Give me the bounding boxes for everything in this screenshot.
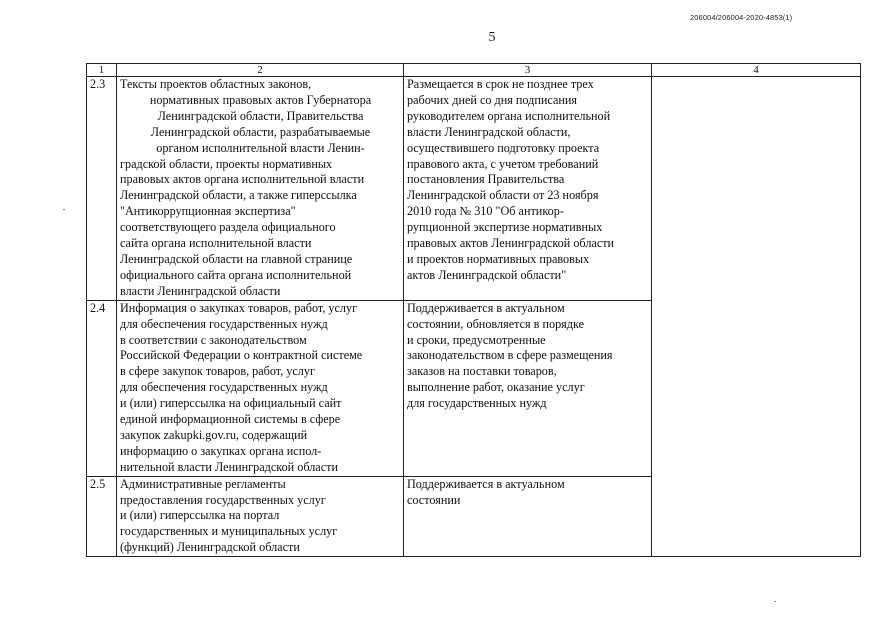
notes-cell	[652, 77, 861, 557]
text-line: в сфере закупок товаров, работ, услуг	[120, 364, 315, 379]
content-cell	[117, 77, 404, 301]
text-line: закупок zakupki.gov.ru, содержащий	[120, 427, 308, 442]
text-line: правовых актов Ленинградской области	[407, 236, 615, 251]
text-line: руководителем органа исполнительной	[407, 108, 611, 123]
text-line: и сроки, предусмотренные	[407, 332, 546, 347]
text-line: информацию о закупках органа испол-	[120, 443, 322, 458]
text-line: единой информационной системы в сфере	[120, 412, 341, 427]
text-line: 2010 года № 310 "Об антикор-	[407, 204, 564, 219]
text-line: предоставления государственных услуг	[120, 492, 326, 507]
text-line: заказов на поставки товаров,	[407, 364, 557, 379]
text-line: власти Ленинградской области	[120, 283, 281, 298]
column-header: 1	[87, 64, 117, 77]
text-line: в соответствии с законодательством	[120, 332, 307, 347]
text-line: актов Ленинградской области"	[407, 267, 567, 282]
text-line: Поддерживается в актуальном	[407, 476, 565, 491]
text-line: Размещается в срок не позднее трех	[407, 77, 594, 91]
text-line: постановления Правительства	[407, 172, 565, 187]
scan-speck	[63, 209, 65, 210]
text-line: правового акта, с учетом требований	[407, 156, 599, 171]
terms-cell	[404, 77, 652, 301]
text-line: для обеспечения государственных нужд	[120, 316, 328, 331]
text-line: государственных и муниципальных услуг	[120, 524, 338, 539]
terms-cell	[404, 300, 652, 476]
text-line: для государственных нужд	[407, 396, 547, 411]
column-header: 2	[117, 64, 404, 77]
text-line: органом исполнительной власти Ленин-	[156, 140, 365, 155]
text-line: Ленинградской области, разрабатываемые	[150, 124, 371, 139]
text-line: Тексты проектов областных законов,	[120, 77, 312, 91]
text-line: и (или) гиперссылка на официальный сайт	[120, 396, 342, 411]
text-line: правовых актов органа исполнительной власти	[120, 172, 365, 187]
terms-cell	[404, 476, 652, 557]
text-line: Ленинградской области, а также гиперссылка	[120, 188, 357, 203]
text-line: и проектов нормативных правовых	[407, 251, 590, 266]
text-line: Поддерживается в актуальном	[407, 300, 565, 315]
text-line: "Антикоррупционная экспертиза"	[120, 204, 296, 219]
text-line: состоянии, обновляется в порядке	[407, 316, 584, 331]
text-line: выполнение работ, оказание услуг	[407, 380, 585, 395]
text-line: соответствующего раздела официального	[120, 220, 336, 235]
table-row	[87, 77, 861, 301]
text-line: градской области, проекты нормативных	[120, 156, 333, 171]
content-cell	[117, 300, 404, 476]
document-id: 206004/206004-2020-4853(1)	[690, 13, 793, 22]
text-line: сайта органа исполнительной власти	[120, 236, 312, 251]
text-line: осуществившего подготовку проекта	[407, 140, 600, 155]
text-line: нительной власти Ленинградской области	[120, 459, 338, 474]
page-number: 5	[488, 30, 496, 45]
text-line: нормативных правовых актов Губернатора	[149, 92, 372, 107]
column-header: 4	[652, 64, 861, 77]
table-header-row	[87, 64, 861, 77]
text-line: официального сайта органа исполнительной	[120, 267, 352, 282]
text-line: и (или) гиперссылка на портал	[120, 508, 280, 523]
scan-speck	[774, 601, 776, 602]
text-line: Ленинградской области от 23 ноября	[407, 188, 599, 203]
text-line: власти Ленинградской области,	[407, 124, 571, 139]
text-line: законодательством в сфере размещения	[407, 348, 613, 363]
text-line: рабочих дней со дня подписания	[407, 92, 578, 107]
column-header: 3	[404, 64, 652, 77]
text-line: Информация о закупках товаров, работ, услуг	[120, 300, 358, 315]
text-line: Административные регламенты	[120, 476, 286, 491]
text-line: рупционной экспертизе нормативных	[407, 220, 603, 235]
text-line: состоянии	[407, 492, 461, 507]
text-line: Ленинградской области, Правительства	[157, 108, 364, 123]
content-cell	[117, 476, 404, 557]
row-number: 2.5	[87, 476, 117, 557]
row-number: 2.3	[87, 77, 117, 301]
text-line: Российской Федерации о контрактной системе	[120, 348, 363, 363]
text-line: (функций) Ленинградской области	[120, 540, 300, 555]
row-number: 2.4	[87, 300, 117, 476]
text-line: Ленинградской области на главной странице	[120, 251, 353, 266]
text-line: для обеспечения государственных нужд	[120, 380, 328, 395]
requirements-table	[86, 63, 861, 557]
